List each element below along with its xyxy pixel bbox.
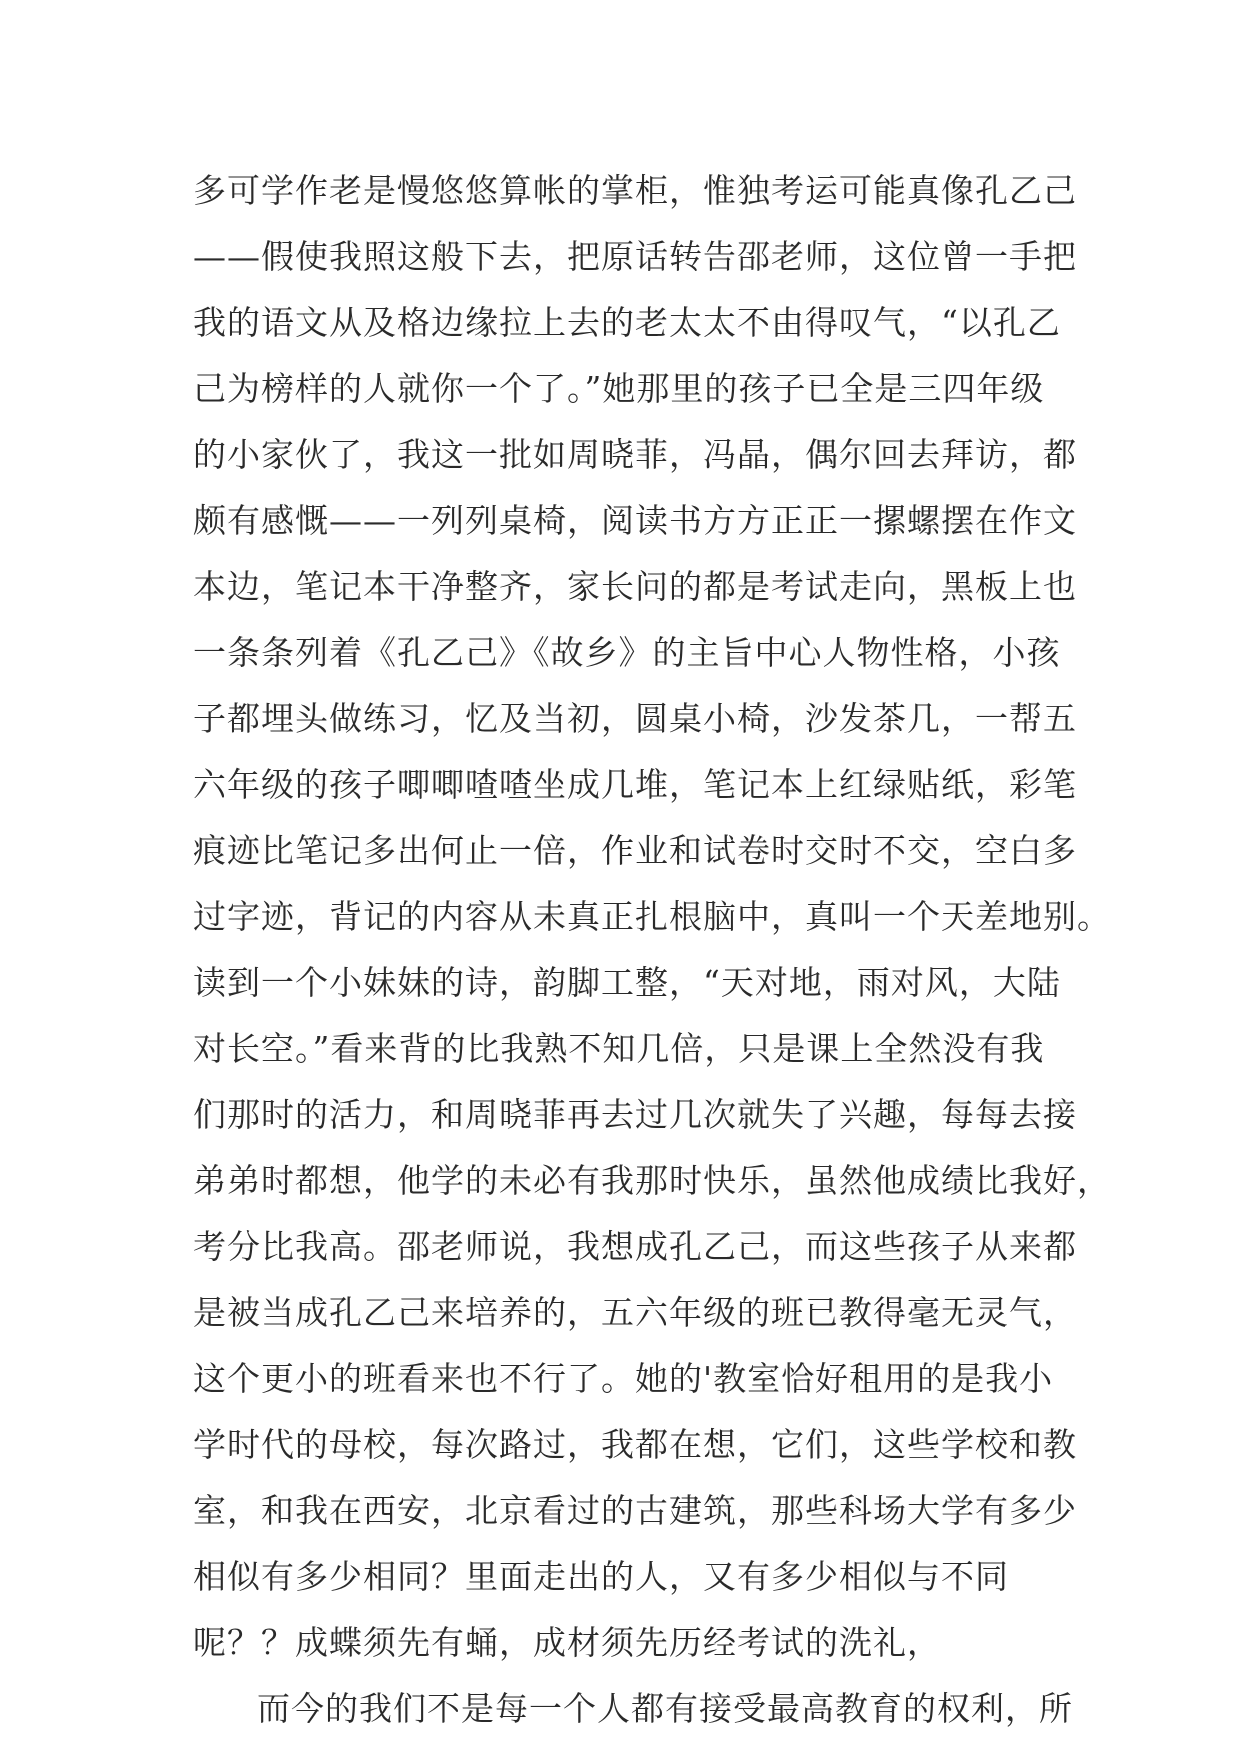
text-line: 呢？？成蝶须先有蛹，成材须先历经考试的洗礼， [193, 1623, 941, 1662]
text-line: 学时代的母校，每次路过，我都在想，它们，这些学校和教 [193, 1425, 1077, 1464]
text-line: 读到一个小妹妹的诗，韵脚工整，“天对地，雨对风，大陆 [193, 963, 1061, 1002]
text-line: 颇有感慨——一列列桌椅，阅读书方方正正一摞螺摆在作文 [193, 501, 1077, 540]
text-line: 本边，笔记本干净整齐，家长问的都是考试走向，黑板上也 [193, 567, 1077, 606]
text-line: 对长空。”看来背的比我熟不知几倍，只是课上全然没有我 [193, 1029, 1045, 1068]
text-line: ——假使我照这般下去，把原话转告邵老师，这位曾一手把 [193, 237, 1077, 276]
text-line: 这个更小的班看来也不行了。她的'教室恰好租用的是我小 [193, 1359, 1054, 1398]
text-line: 我的语文从及格边缘拉上去的老太太不由得叹气，“以孔乙 [193, 303, 1061, 342]
text-line: 一条条列着《孔乙己》《故乡》的主旨中心人物性格，小孩 [193, 633, 1061, 672]
text-line: 们那时的活力，和周晓菲再去过几次就失了兴趣，每每去接 [193, 1095, 1077, 1134]
text-line: 考分比我高。邵老师说，我想成孔乙己，而这些孩子从来都 [193, 1227, 1077, 1266]
text-line: 己为榜样的人就你一个了。”她那里的孩子已全是三四年级 [193, 369, 1045, 408]
text-line: 是被当成孔乙己来培养的，五六年级的班已教得毫无灵气， [193, 1293, 1077, 1332]
text-line: 室，和我在西安，北京看过的古建筑，那些科场大学有多少 [193, 1491, 1077, 1530]
text-line: 过字迹，背记的内容从未真正扎根脑中，真叫一个天差地别。 [193, 897, 1111, 936]
paragraph-start-line: 而今的我们不是每一个人都有接受最高教育的权利，所 [257, 1689, 1073, 1728]
text-line: 子都埋头做练习，忆及当初，圆桌小椅，沙发茶几，一帮五 [193, 699, 1077, 738]
text-line: 相似有多少相同？里面走出的人，又有多少相似与不同 [193, 1557, 1009, 1596]
text-line: 痕迹比笔记多出何止一倍，作业和试卷时交时不交，空白多 [193, 831, 1077, 870]
text-line: 六年级的孩子唧唧喳喳坐成几堆，笔记本上红绿贴纸，彩笔 [193, 765, 1077, 804]
body-text [193, 158, 1111, 1742]
text-line: 多可学作老是慢悠悠算帐的掌柜，惟独考运可能真像孔乙己 [193, 171, 1077, 210]
text-line: 弟弟时都想，他学的未必有我那时快乐，虽然他成绩比我好， [193, 1161, 1111, 1200]
text-line: 的小家伙了，我这一批如周晓菲，冯晶，偶尔回去拜访，都 [193, 435, 1077, 474]
